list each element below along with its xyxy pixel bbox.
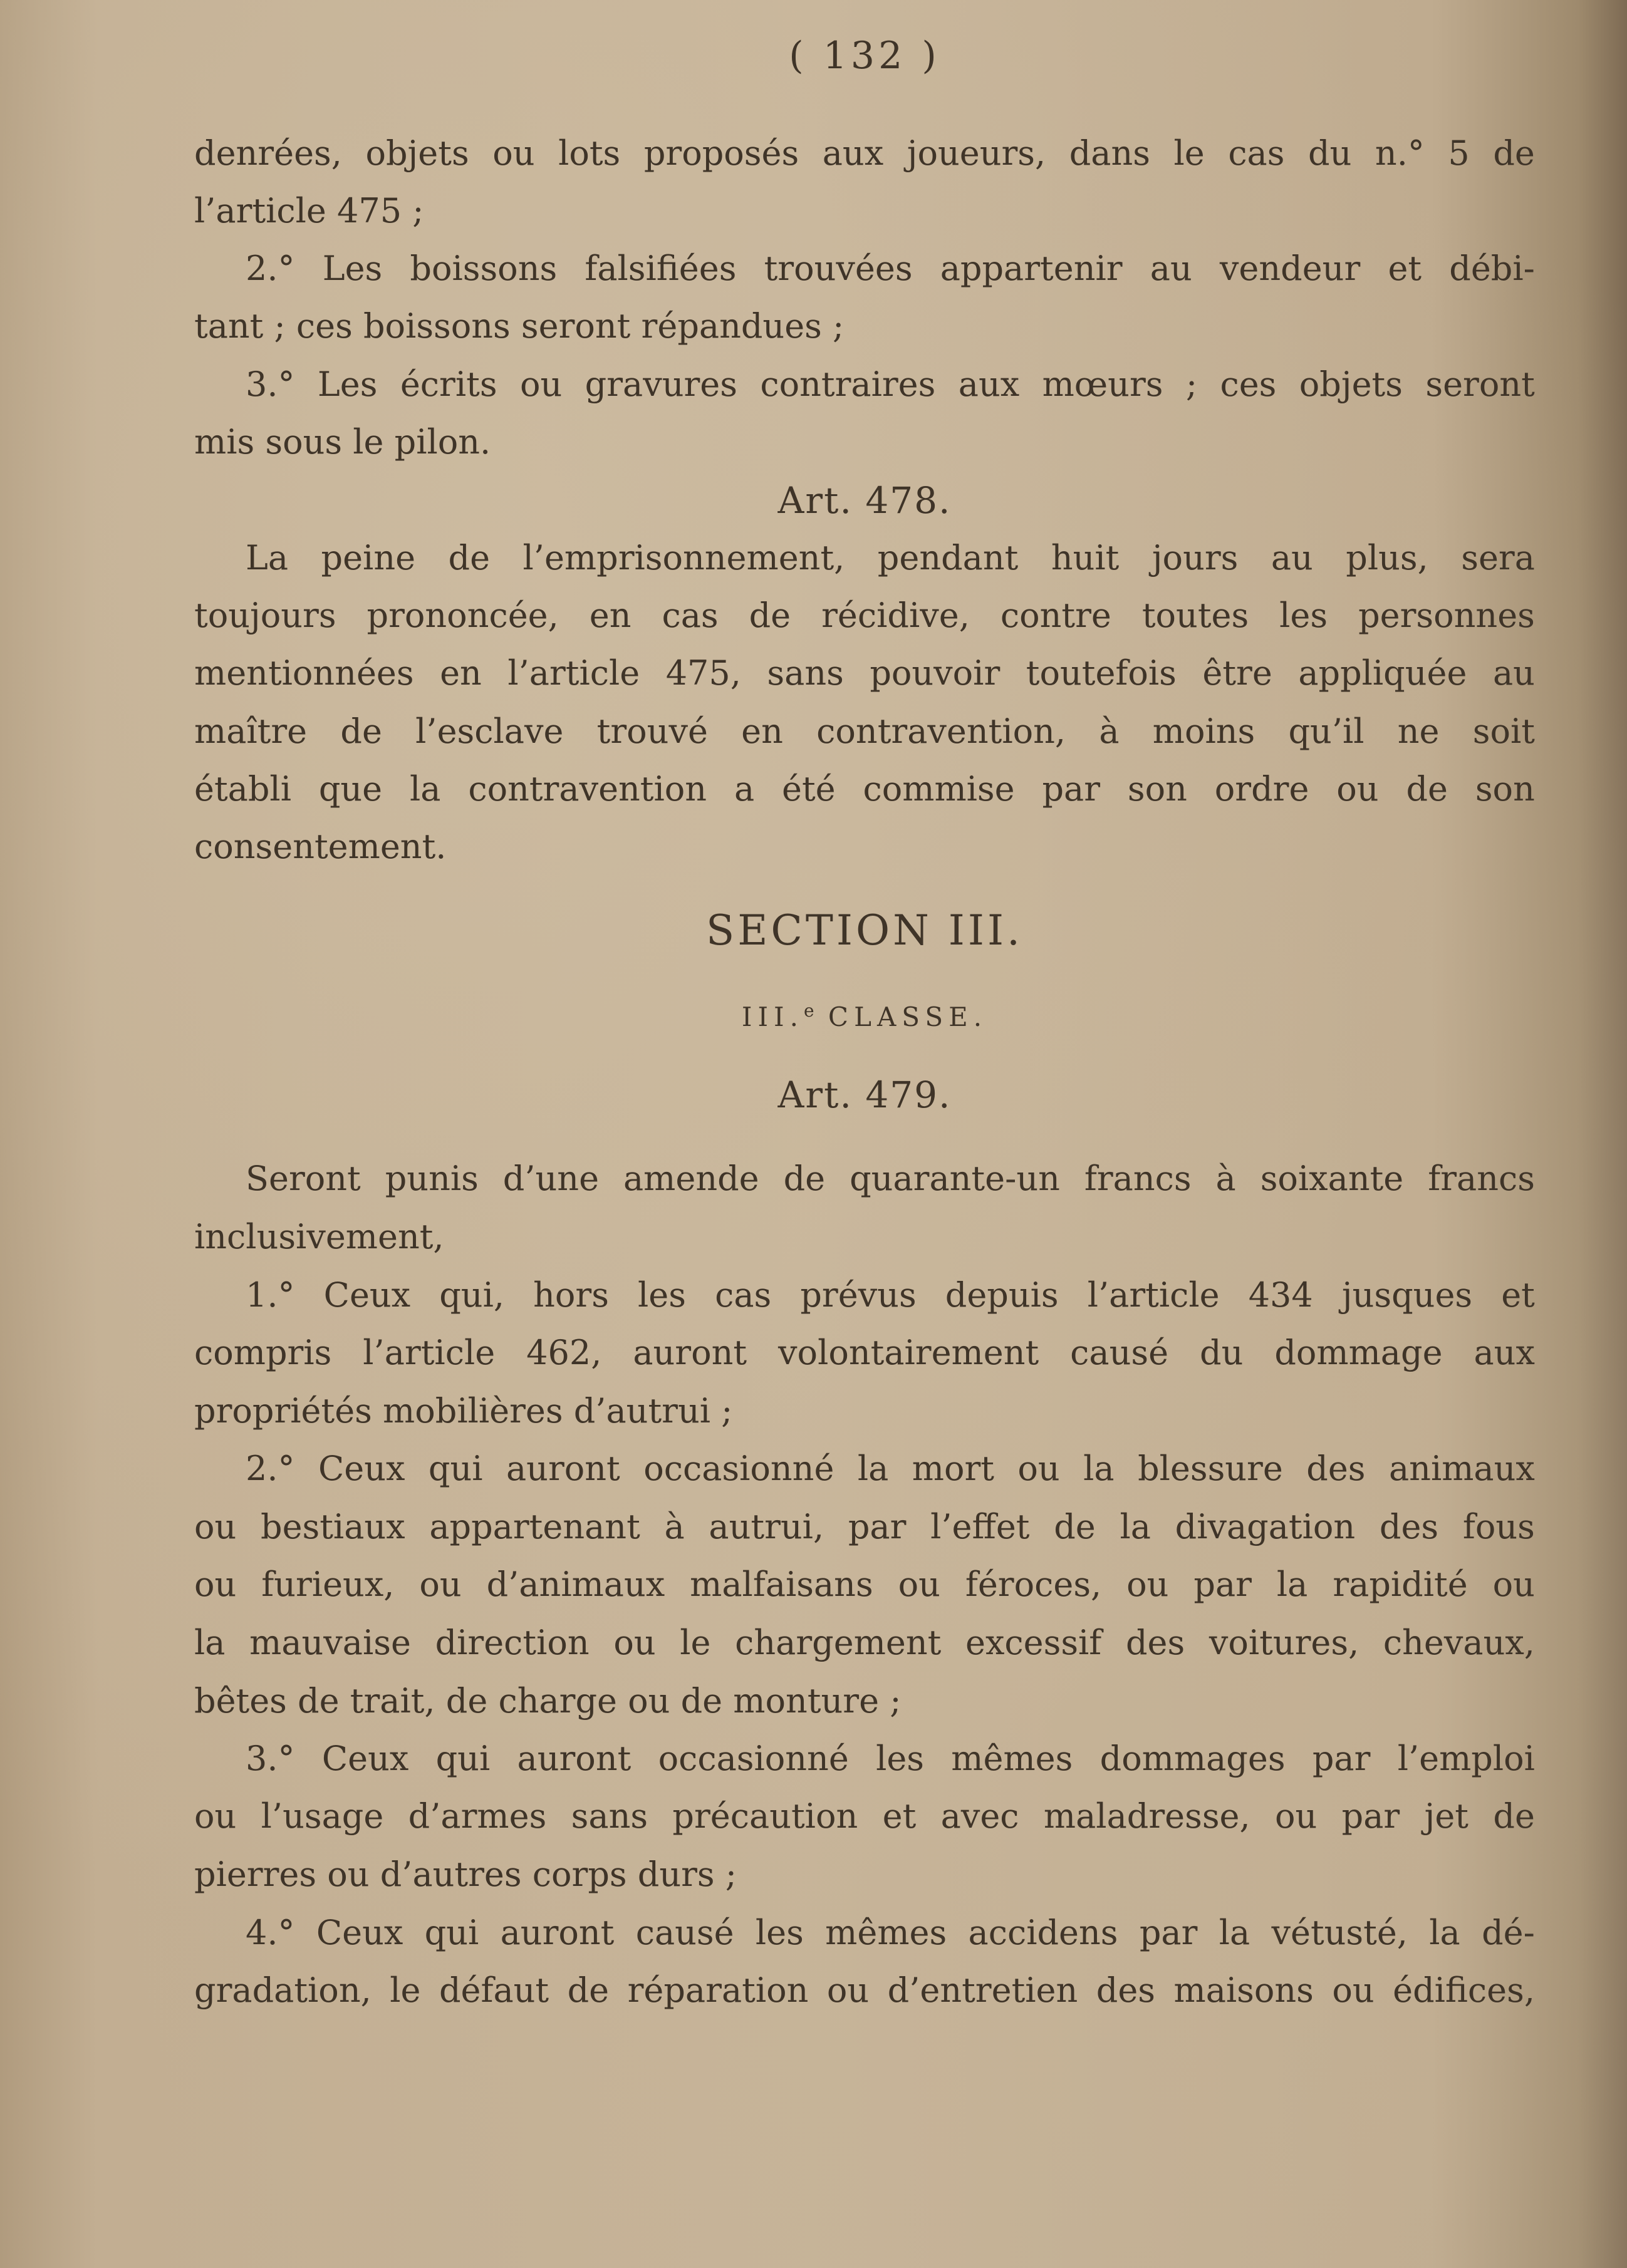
word: ces — [1220, 365, 1277, 404]
word: denrées, — [194, 133, 342, 173]
word: ; — [1185, 365, 1198, 404]
word: été — [782, 769, 836, 809]
text-line — [194, 1441, 1535, 1497]
word: ou — [492, 133, 535, 173]
word: moins — [1152, 712, 1255, 751]
word: objets — [1299, 365, 1403, 404]
word: l’emprisonnement, — [522, 538, 845, 577]
word: son — [1127, 769, 1187, 809]
word: qui — [435, 1739, 491, 1778]
word: 434 — [1248, 1275, 1313, 1315]
text-line — [194, 356, 1535, 413]
text-line — [194, 1905, 1535, 1961]
word: de — [1054, 1507, 1096, 1546]
word: vétusté, — [1271, 1913, 1408, 1952]
word: Ceux — [318, 1449, 405, 1488]
word: le — [390, 1970, 421, 2010]
word: trouvé — [596, 712, 708, 751]
word: plus, — [1346, 538, 1428, 577]
text-line: mis sous le pilon. — [194, 422, 491, 462]
class-label: CLASSE. — [814, 1002, 988, 1032]
word: des — [1306, 1449, 1366, 1488]
word: l’article — [1087, 1275, 1220, 1315]
word: maître — [194, 712, 308, 751]
word: joueurs, — [907, 133, 1046, 173]
word: de — [749, 596, 791, 635]
word: par — [1193, 1565, 1252, 1604]
text-line — [194, 1615, 1535, 1671]
text-line — [194, 1731, 1535, 1787]
word: objets — [365, 133, 469, 173]
word: falsifiées — [585, 249, 737, 288]
word: Seront — [246, 1159, 361, 1198]
word: jusques — [1341, 1275, 1473, 1315]
word: dommages — [1099, 1739, 1286, 1778]
text-line — [194, 125, 1535, 182]
word: boissons — [410, 249, 558, 288]
word: de — [340, 712, 382, 751]
word: féroces, — [965, 1565, 1102, 1604]
word: et — [1388, 249, 1422, 288]
word: ou — [1332, 1970, 1375, 2010]
word: 4.° — [246, 1913, 295, 1952]
word: au — [1492, 653, 1535, 693]
word: précaution — [672, 1796, 858, 1836]
word: d’une — [502, 1159, 600, 1198]
word: n.° — [1375, 133, 1425, 173]
class-superscript: e — [804, 1000, 814, 1021]
text-line — [194, 761, 1535, 817]
text-line — [194, 588, 1535, 644]
text-line — [194, 1788, 1535, 1845]
word: qui, — [439, 1275, 505, 1315]
word: causé — [1070, 1333, 1169, 1372]
word: occasionné — [643, 1449, 834, 1488]
word: 3.° — [246, 365, 295, 404]
word: peine — [321, 538, 416, 577]
text-line — [194, 645, 1535, 702]
word: ordre — [1214, 769, 1309, 809]
word: jours — [1151, 538, 1239, 577]
article-heading: Art. 479. — [777, 1074, 952, 1116]
class-numeral: III. — [741, 1002, 804, 1032]
word: pendant — [877, 538, 1019, 577]
word: direction — [435, 1623, 590, 1662]
word: par — [848, 1507, 907, 1546]
word: au — [1271, 538, 1313, 577]
word: toutes — [1141, 596, 1249, 635]
word: des — [1096, 1970, 1156, 2010]
word: toujours — [194, 596, 336, 635]
word: Ceux — [321, 1739, 409, 1778]
word: être — [1202, 653, 1272, 693]
word: volontairement — [778, 1333, 1039, 1372]
word: l’article — [363, 1333, 496, 1372]
text-line: tant ; ces boissons seront répandues ; — [194, 306, 845, 346]
text-line — [194, 1325, 1535, 1381]
word: que — [318, 769, 383, 809]
word: appartenir — [940, 249, 1123, 288]
word: ou — [1336, 769, 1379, 809]
word: l’esclave — [415, 712, 564, 751]
word: par — [1139, 1913, 1198, 1952]
word: hors — [533, 1275, 609, 1315]
word: mentionnées — [194, 653, 414, 693]
word: mort — [912, 1449, 994, 1488]
word: la — [1120, 1507, 1151, 1546]
word: gradation, — [194, 1970, 372, 2010]
word: réparation — [627, 1970, 809, 2010]
word: l’article — [507, 653, 640, 693]
word: en — [589, 596, 632, 635]
word: accidens — [968, 1913, 1118, 1952]
class-heading — [194, 983, 1535, 1039]
word: seront — [1425, 365, 1535, 404]
word: qui — [424, 1913, 479, 1952]
word: 5 — [1448, 133, 1470, 173]
word: d’animaux — [486, 1565, 665, 1604]
word: malfaisans — [690, 1565, 873, 1604]
word: appartenant — [429, 1507, 640, 1546]
word: soit — [1472, 712, 1535, 751]
word: le — [680, 1623, 711, 1662]
word: contraires — [760, 365, 936, 404]
page-text — [194, 38, 1535, 2079]
word: d’entretien — [887, 1970, 1078, 2010]
word: a — [734, 769, 755, 809]
word: par — [1042, 769, 1101, 809]
word: lots — [558, 133, 621, 173]
word: la — [1219, 1913, 1250, 1952]
word: ne — [1397, 712, 1440, 751]
word: prononcée, — [366, 596, 559, 635]
word: le — [1173, 133, 1205, 173]
word: chargement — [735, 1623, 942, 1662]
word: huit — [1051, 538, 1120, 577]
word: dé- — [1482, 1913, 1535, 1952]
word: à — [1099, 712, 1120, 751]
word: toutefois — [1026, 653, 1177, 693]
word: de — [783, 1159, 826, 1198]
word: contravention — [468, 769, 707, 809]
word: les — [876, 1739, 925, 1778]
word: de — [1493, 1796, 1535, 1836]
word: ou — [194, 1507, 237, 1546]
word: la — [1083, 1449, 1115, 1488]
word: bestiaux — [261, 1507, 405, 1546]
word: 462, — [526, 1333, 602, 1372]
text-line: bêtes de trait, de charge ou de monture ; — [194, 1681, 902, 1721]
word: aux — [822, 133, 884, 173]
word: l’emploi — [1397, 1739, 1535, 1778]
word: du — [1200, 1333, 1244, 1372]
word: appliquée — [1298, 653, 1467, 693]
word: et — [882, 1796, 917, 1836]
word: établi — [194, 769, 291, 809]
word: ou — [826, 1970, 870, 2010]
word: maisons — [1173, 1970, 1314, 2010]
word: ou — [898, 1565, 940, 1604]
text-line: propriétés mobilières d’autrui ; — [194, 1391, 733, 1431]
word: auront — [506, 1449, 620, 1488]
word: francs — [1428, 1159, 1535, 1198]
word: ou — [519, 365, 563, 404]
word: l’usage — [261, 1796, 384, 1836]
word: 3.° — [246, 1739, 295, 1778]
word: trouvées — [764, 249, 913, 288]
word: aux — [1474, 1333, 1535, 1372]
word: ou — [194, 1796, 237, 1836]
word: les — [755, 1913, 804, 1952]
word: cas — [1228, 133, 1285, 173]
word: de — [448, 538, 491, 577]
word: auront — [633, 1333, 747, 1372]
article-heading: Art. 478. — [777, 479, 952, 522]
word: récidive, — [821, 596, 970, 635]
word: animaux — [1388, 1449, 1535, 1488]
word: chevaux, — [1383, 1623, 1535, 1662]
word: de — [1406, 769, 1448, 809]
word: Les — [322, 249, 383, 288]
word: auront — [500, 1913, 615, 1952]
word: 2.° — [246, 249, 295, 288]
word: ou — [1275, 1796, 1318, 1836]
word: gravures — [585, 365, 737, 404]
word: à — [1215, 1159, 1236, 1198]
word: depuis — [945, 1275, 1059, 1315]
word: de — [1493, 133, 1535, 173]
word: compris — [194, 1333, 332, 1372]
word: la — [410, 769, 441, 809]
word: ou — [1492, 1565, 1535, 1604]
word: divagation — [1175, 1507, 1356, 1546]
word: 1.° — [246, 1275, 295, 1315]
word: autrui, — [709, 1507, 824, 1546]
word: rapidité — [1333, 1565, 1468, 1604]
word: qu’il — [1288, 712, 1364, 751]
word: cas — [715, 1275, 772, 1315]
word: écrits — [400, 365, 497, 404]
word: auront — [517, 1739, 632, 1778]
word: au — [1150, 249, 1192, 288]
word: la — [194, 1623, 226, 1662]
text-line: pierres ou d’autres corps durs ; — [194, 1855, 737, 1894]
word: jet — [1424, 1796, 1469, 1836]
word: La — [246, 538, 289, 577]
word: édifices, — [1393, 1970, 1535, 2010]
word: causé — [635, 1913, 734, 1952]
text-line: l’article 475 ; — [194, 191, 424, 230]
word: du — [1308, 133, 1352, 173]
word: sans — [767, 653, 844, 693]
word: dommage — [1274, 1333, 1443, 1372]
word: son — [1475, 769, 1535, 809]
text-line — [194, 1962, 1535, 2019]
text-line: inclusivement, — [194, 1217, 444, 1256]
word: punis — [385, 1159, 479, 1198]
word: maladresse, — [1043, 1796, 1250, 1836]
word: ou — [1017, 1449, 1060, 1488]
word: sera — [1461, 538, 1535, 577]
word: avec — [940, 1796, 1019, 1836]
text-line — [194, 241, 1535, 297]
word: occasionné — [658, 1739, 849, 1778]
word: voitures, — [1209, 1623, 1359, 1662]
word: mêmes — [951, 1739, 1073, 1778]
word: à — [664, 1507, 685, 1546]
word: qui — [428, 1449, 483, 1488]
text-line — [194, 1267, 1535, 1323]
text-line — [194, 530, 1535, 586]
word: défaut — [439, 1970, 549, 2010]
word: contravention, — [816, 712, 1066, 751]
word: proposés — [643, 133, 799, 173]
word: sans — [571, 1796, 648, 1836]
word: mauvaise — [249, 1623, 411, 1662]
word: ou — [419, 1565, 462, 1604]
word: de — [567, 1970, 610, 2010]
word: commise — [863, 769, 1015, 809]
word: amende — [623, 1159, 759, 1198]
text-line — [194, 703, 1535, 760]
word: dans — [1069, 133, 1150, 173]
word: personnes — [1358, 596, 1535, 635]
section-heading: SECTION III. — [705, 906, 1023, 955]
word: Ceux — [323, 1275, 411, 1315]
word: les — [638, 1275, 686, 1315]
word: blessure — [1138, 1449, 1283, 1488]
word: mêmes — [825, 1913, 947, 1952]
word: 2.° — [246, 1449, 295, 1488]
word: débi- — [1449, 249, 1535, 288]
word: des — [1125, 1623, 1185, 1662]
word: Ceux — [316, 1913, 403, 1952]
word: la — [857, 1449, 889, 1488]
word: quarante-un — [850, 1159, 1060, 1198]
page-number: ( 132 ) — [789, 38, 940, 78]
word: ou — [1126, 1565, 1169, 1604]
word: la — [1429, 1913, 1460, 1952]
word: pouvoir — [870, 653, 1001, 693]
word: en — [741, 712, 783, 751]
text-line — [194, 1499, 1535, 1555]
word: ou — [613, 1623, 656, 1662]
word: 475, — [665, 653, 741, 693]
word: fous — [1462, 1507, 1535, 1546]
word: les — [1279, 596, 1328, 635]
word: contre — [1000, 596, 1111, 635]
word: vendeur — [1219, 249, 1361, 288]
text-line — [194, 1151, 1535, 1207]
word: la — [1276, 1565, 1308, 1604]
word: soixante — [1260, 1159, 1404, 1198]
word: ou — [194, 1565, 237, 1604]
text-line: consentement. — [194, 827, 447, 866]
word: par — [1341, 1796, 1400, 1836]
word: mœurs — [1042, 365, 1163, 404]
word: prévus — [800, 1275, 917, 1315]
word: cas — [662, 596, 719, 635]
word: aux — [958, 365, 1020, 404]
word: Les — [317, 365, 378, 404]
word: et — [1501, 1275, 1535, 1315]
word: des — [1379, 1507, 1439, 1546]
word: d’armes — [408, 1796, 547, 1836]
word: en — [440, 653, 482, 693]
word: furieux, — [261, 1565, 395, 1604]
text-line — [194, 1556, 1535, 1613]
word: francs — [1084, 1159, 1192, 1198]
word: l’effet — [930, 1507, 1030, 1546]
word: excessif — [965, 1623, 1102, 1662]
word: par — [1312, 1739, 1371, 1778]
